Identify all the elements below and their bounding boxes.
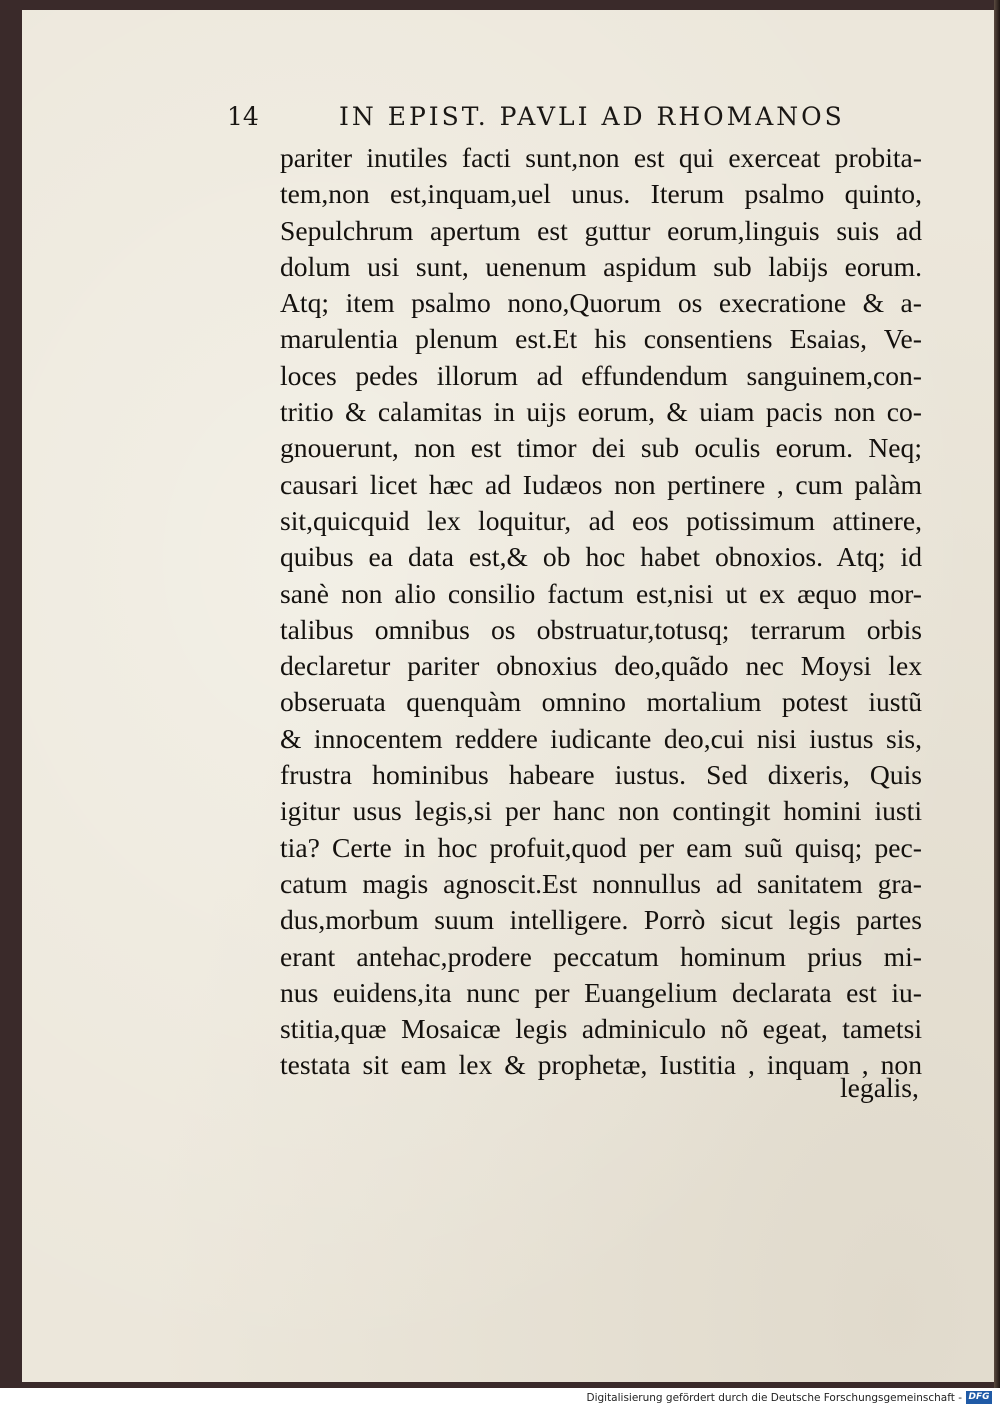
text-line: tia? Certe in hoc profuit,quod per eam suũ quisq; pec-	[280, 831, 922, 863]
text-line: Atq; item psalmo nono,Quorum os execratione & a-	[280, 287, 922, 319]
text-line: gnouerunt, non est timor dei sub oculis eorum. Neq;	[280, 432, 922, 464]
text-line: dolum usi sunt, uenenum aspidum sub labijs eorum.	[280, 250, 922, 282]
text-line: stitia,quæ Mosaicæ legis adminiculo nõ egeat, tametsi	[280, 1013, 922, 1045]
digitization-credit: Digitalisierung gefördert durch die Deutsche Forschungsgemeinschaft -	[586, 1392, 962, 1404]
text-line: catum magis agnoscit.Est nonnullus ad sanitatem gra-	[280, 867, 922, 899]
text-line: marulentia plenum est.Et his consentiens Esaias, Ve-	[280, 323, 922, 355]
running-head	[227, 102, 927, 132]
text-line: tem,non est,inquam,uel unus. Iterum psalmo quinto,	[280, 178, 922, 210]
text-line: quibus ea data est,& ob hoc habet obnoxios. Atq; id	[280, 541, 922, 573]
catchword: legalis,	[840, 1072, 919, 1103]
text-line: talibus omnibus os obstruatur,totusq; terrarum orbis	[280, 613, 922, 645]
text-line: dus,morbum suum intelligere. Porrò sicut legis partes	[280, 904, 922, 936]
folio-number: 14	[227, 102, 259, 131]
book-page	[22, 10, 994, 1382]
text-line: loces pedes illorum ad effundendum sanguinem,con-	[280, 359, 922, 391]
body-text	[280, 140, 922, 1084]
page-edge	[994, 0, 1000, 1388]
text-line: pariter inutiles facti sunt,non est qui exerceat probita-	[280, 142, 922, 173]
text-line: & innocentem reddere iudicante deo,cui nisi iustus sis,	[280, 722, 922, 754]
running-head-title: IN EPIST. PAVLI AD RHOMANOS	[339, 102, 845, 131]
text-line: obseruata quenquàm omnino mortalium potest iustũ	[280, 686, 922, 718]
text-line: declaretur pariter obnoxius deo,quãdo nec Moysi lex	[280, 650, 922, 682]
text-line: nus euidens,ita nunc per Euangelium declarata est iu-	[280, 976, 922, 1008]
text-line: frustra hominibus habeare iustus. Sed dixeris, Quis	[280, 759, 922, 791]
text-line: tritio & calamitas in uijs eorum, & uiam pacis non co-	[280, 396, 922, 428]
text-line: erant antehac,prodere peccatum hominum prius mi-	[280, 940, 922, 972]
text-line: igitur usus legis,si per hanc non contingit homini iusti	[280, 795, 922, 827]
text-line: testata sit eam lex & prophetæ, Iustitia , inquam , non	[280, 1049, 922, 1081]
dfg-logo[interactable]: DFG	[966, 1391, 992, 1404]
text-line: causari licet hæc ad Iudæos non pertinere , cum palàm	[280, 468, 922, 500]
text-line: sanè non alio consilio factum est,nisi ut ex æquo mor-	[280, 577, 922, 609]
text-line: Sepulchrum apertum est guttur eorum,linguis suis ad	[280, 214, 922, 246]
text-line: sit,quicquid lex loquitur, ad eos potissimum attinere,	[280, 504, 922, 536]
